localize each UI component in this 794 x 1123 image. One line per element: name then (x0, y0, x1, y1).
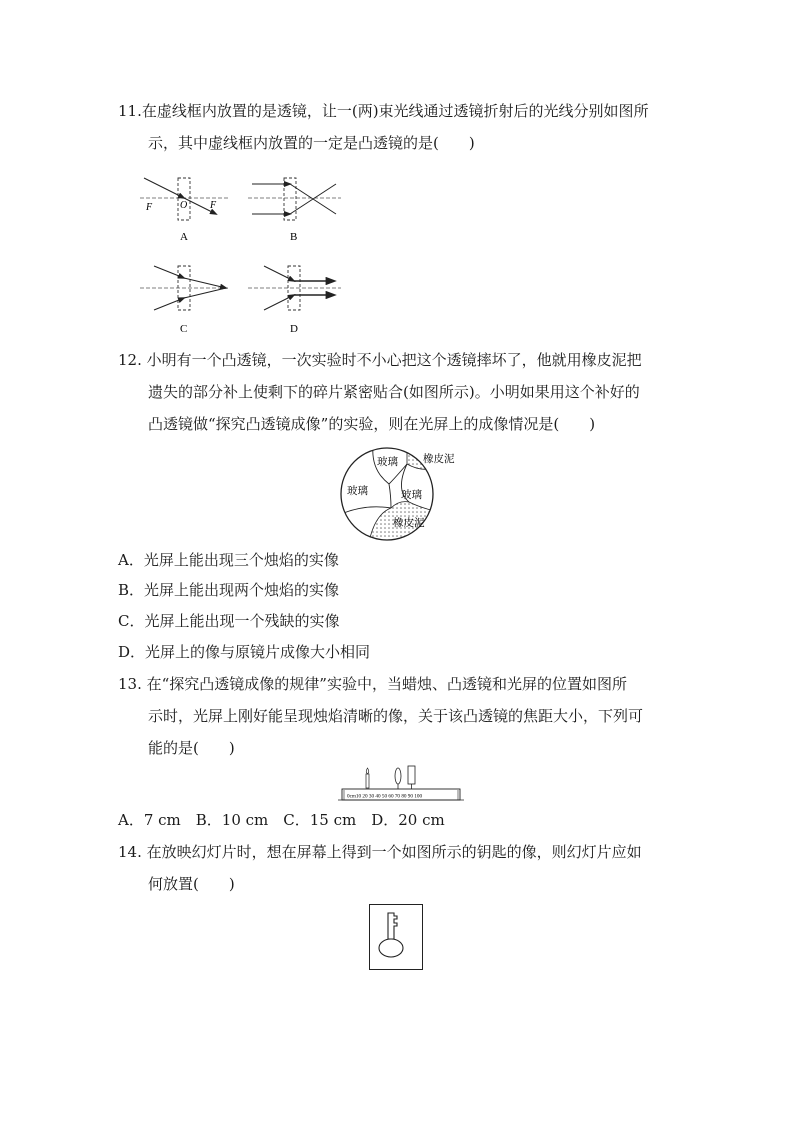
q12-line-2: 遗失的部分补上使剩下的碎片紧密贴合(如图所示)。小明如果用这个补好的 (148, 383, 640, 401)
q14-line-1: 14. 在放映幻灯片时，想在屏幕上得到一个如图所示的钥匙的像，则幻灯片应如 (118, 843, 642, 861)
label-c: C (180, 323, 188, 335)
label-a: A (180, 231, 188, 243)
diagram-c (140, 266, 230, 335)
q13-line-3: 能的是( ) (148, 739, 235, 757)
q13-options: A．7 cm B．10 cm C．15 cm D．20 cm (118, 811, 445, 829)
key-icon (370, 905, 421, 968)
light-screen (408, 766, 415, 784)
q12-option-d: D．光屏上的像与原镜片成像大小相同 (118, 643, 371, 661)
repaired-lens-figure (335, 442, 465, 546)
candle-flame (366, 768, 369, 774)
diagram-a (140, 178, 230, 243)
q13-line-1: 13. 在“探究凸透镜成像的规律”实验中，当蜡烛、凸透镜和光屏的位置如图所 (118, 675, 627, 693)
optical-bench-figure (338, 762, 468, 810)
label-glass-left: 玻璃 (347, 486, 368, 497)
label-clay-top: 橡皮泥 (423, 454, 455, 465)
a-focal-right: F (210, 200, 217, 211)
q11-figure (136, 170, 356, 344)
q14-line-2: 何放置( ) (148, 875, 235, 893)
q11-line-2: 示，其中虚线框内放置的一定是凸透镜的是( ) (148, 134, 475, 152)
q12-line-1: 12. 小明有一个凸透镜，一次实验时不小心把这个透镜摔坏了，他就用橡皮泥把 (118, 351, 642, 369)
candle (366, 774, 369, 788)
q12-line-3: 凸透镜做“探究凸透镜成像”的实验，则在光屏上的成像情况是( ) (148, 415, 596, 433)
label-glass-right: 玻璃 (401, 490, 422, 501)
diagram-b (248, 178, 341, 243)
convex-lens (395, 768, 401, 784)
diagram-d (248, 266, 341, 335)
a-focal-left: F (146, 202, 153, 213)
q11-line-1: 11.在虚线框内放置的是透镜，让一(两)束光线通过透镜折射后的光线分别如图所 (118, 102, 649, 120)
key-image-frame (369, 904, 423, 970)
ruler-scale: 0cm10 20 30 40 50 60 70 80 90 100 (347, 793, 423, 800)
label-b: B (290, 231, 298, 243)
q12-option-a: A．光屏上能出现三个烛焰的实像 (118, 551, 339, 569)
label-glass-top: 玻璃 (377, 457, 398, 468)
q13-line-2: 示时，光屏上刚好能呈现烛焰清晰的像，关于该凸透镜的焦距大小，下列可 (148, 707, 644, 725)
q12-option-b: B．光屏上能出现两个烛焰的实像 (118, 581, 340, 599)
q12-option-c: C．光屏上能出现一个残缺的实像 (118, 612, 340, 630)
a-center: O (180, 200, 188, 211)
label-clay-bottom: 橡皮泥 (393, 518, 425, 529)
label-d: D (290, 323, 298, 335)
